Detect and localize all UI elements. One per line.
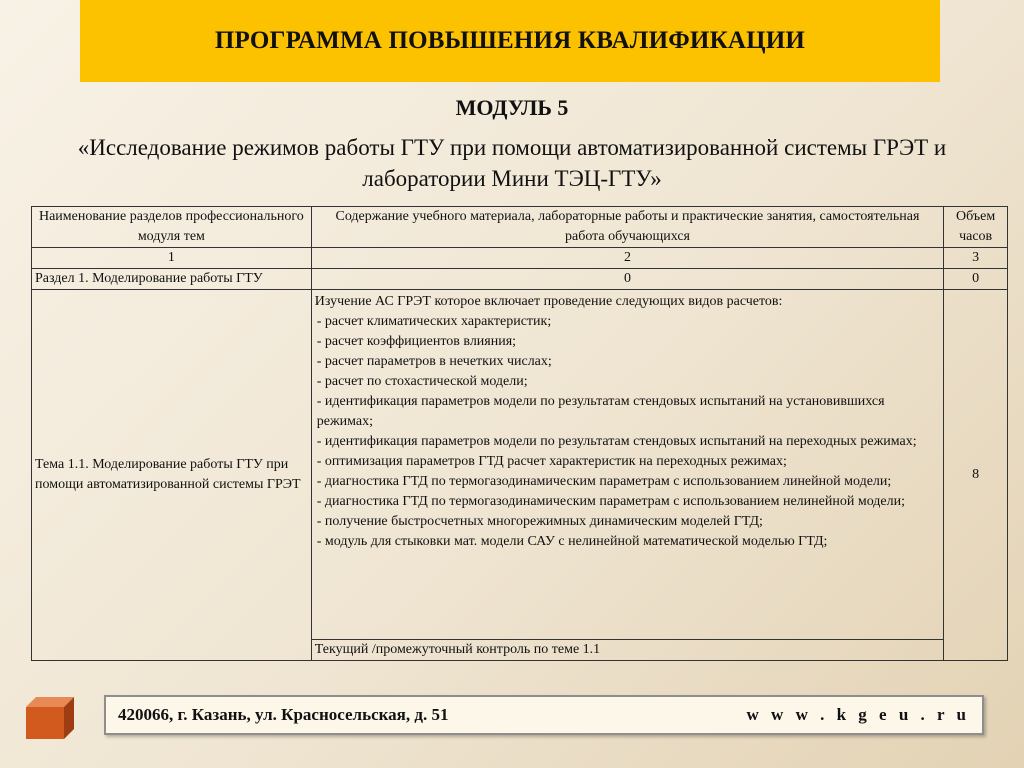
header-cell-sections: Наименование разделов профессионального модуля тем — [32, 207, 312, 248]
list-item: - получение быстросчетных многорежимных динамическим моделей ГТД; — [316, 514, 763, 529]
table-header-row — [32, 207, 1008, 248]
list-item: - расчет по стохастической модели; — [316, 374, 528, 389]
column-number-1: 1 — [32, 248, 312, 269]
content-line-intro: Изучение АС ГРЭТ которое включает проведение следующих видов расчетов: — [314, 294, 783, 309]
list-item: - расчет коэффициентов влияния; — [316, 334, 517, 349]
theme-content — [311, 290, 943, 640]
table-number-row — [32, 248, 1008, 269]
column-number-3: 3 — [944, 248, 1008, 269]
header-cell-hours: Объем часов — [944, 207, 1008, 248]
list-item: - идентификация параметров модели по результатам стендовых испытаний на установившихся режимах; — [316, 394, 885, 429]
list-item: - диагностика ГТД по термогазодинамическим параметрам с использованием линейной модели; — [316, 474, 892, 489]
list-item: - идентификация параметров модели по результатам стендовых испытаний на переходных режимах; — [316, 434, 917, 449]
footer-address: 420066, г. Казань, ул. Красносельская, д. 51 — [118, 705, 449, 724]
list-item: - модуль для стыковки мат. модели САУ с нелинейной математической моделью ГТД; — [316, 534, 828, 549]
module-subtitle-line2: лаборатории Мини ТЭЦ-ГТУ» — [362, 166, 662, 191]
footer-bar — [104, 695, 984, 735]
header-cell-content: Содержание учебного материала, лабораторные работы и практические занятия, самостоятельная работа обучающихся — [311, 207, 943, 248]
theme-control: Текущий /промежуточный контроль по теме 1.1 — [311, 640, 943, 661]
section-hours: 0 — [944, 269, 1008, 290]
theme-name: Тема 1.1. Моделирование работы ГТУ при помощи автоматизированной системы ГРЭТ — [32, 290, 312, 661]
list-item: - диагностика ГТД по термогазодинамическим параметрам с использованием нелинейной модели; — [316, 494, 905, 509]
section-row — [32, 269, 1008, 290]
header-banner — [80, 0, 940, 82]
page-title: ПРОГРАММА ПОВЫШЕНИЯ КВАЛИФИКАЦИИ — [214, 27, 806, 54]
list-item: - расчет климатических характеристик; — [316, 314, 552, 329]
module-subtitle-line1: «Исследование режимов работы ГТУ при помощи автоматизированной системы ГРЭТ и — [77, 135, 947, 160]
orange-cube-icon — [26, 697, 74, 739]
list-item: - оптимизация параметров ГТД расчет характеристик на переходных режимах; — [316, 454, 787, 469]
footer-website-link[interactable]: w w w . k g e u . r u — [746, 705, 970, 724]
module-subtitle — [10, 132, 1014, 194]
section-content: 0 — [311, 269, 943, 290]
theme-row — [32, 290, 1008, 640]
list-item: - расчет параметров в нечетких числах; — [316, 354, 552, 369]
theme-hours: 8 — [944, 290, 1008, 661]
module-title: МОДУЛЬ 5 — [455, 95, 569, 120]
column-number-2: 2 — [311, 248, 943, 269]
section-name: Раздел 1. Моделирование работы ГТУ — [32, 269, 312, 290]
program-table — [31, 206, 1008, 661]
